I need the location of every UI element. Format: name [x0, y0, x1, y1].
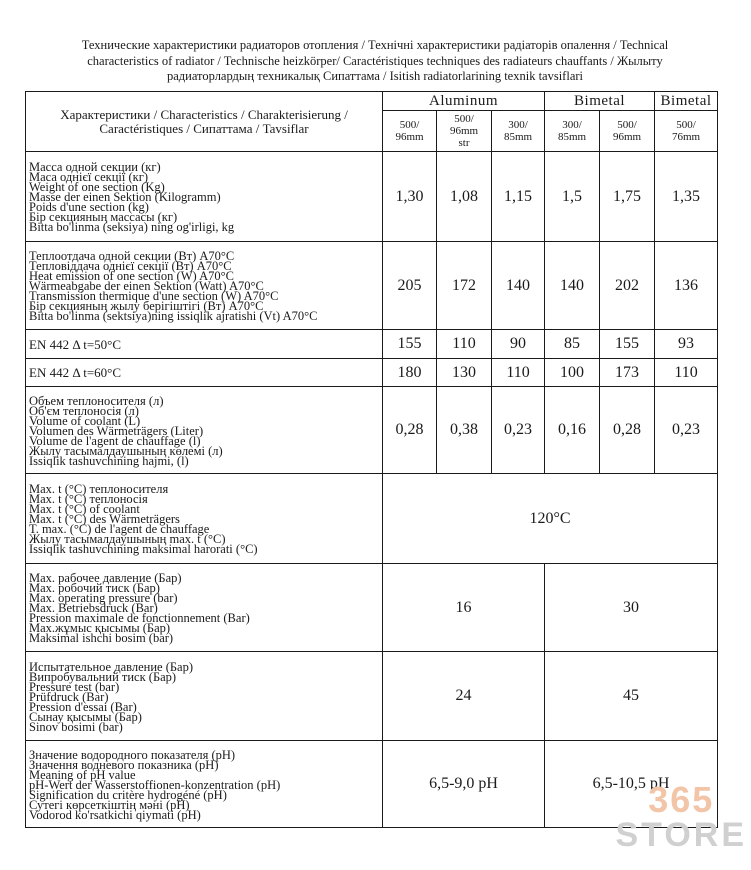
size-depth: 96mm — [449, 125, 479, 137]
value-cell: 0,28 — [600, 387, 655, 474]
title-line-3: радиаторлардың техникалық Сипаттама / Isitish radiatorlarining texnik tavsiflari — [166, 69, 583, 83]
value-cell: 155 — [600, 330, 655, 359]
size-variant: str — [458, 137, 470, 149]
size-header — [655, 111, 718, 152]
desc-line: pH-Wert der Wasserstoffionen-konzentration (pH) — [29, 777, 281, 792]
title-line-1: Технические характеристики радиаторов отопления / Технічні характеристики радіаторів опалення / Technical — [81, 38, 669, 52]
value-cell: 0,38 — [437, 387, 492, 474]
desc-line: Max. t (°C) теплоносія — [29, 492, 148, 506]
row-description — [26, 387, 383, 474]
size-height: 500/ — [454, 113, 474, 125]
desc-line: Prüfdruck (Bar) — [29, 689, 109, 704]
size-depth: 96mm — [612, 131, 642, 143]
desc-line: Значение водородного показателя (pH) — [29, 747, 236, 762]
row-en442-dt50 — [26, 330, 718, 359]
value-cell-bimetal: 6,5-10,5 pH — [545, 741, 718, 828]
desc-line: Pressure test (bar) — [29, 679, 120, 694]
size-header — [545, 111, 600, 152]
value-cell: 1,35 — [655, 152, 718, 242]
value-cell: 202 — [600, 242, 655, 330]
desc-line: Жылу тасымалдаушының max. t (°C) — [29, 532, 226, 546]
header-row-groups — [26, 92, 718, 111]
desc-line: Тепловіддача однієї секції (Вт) А70°С — [29, 259, 232, 273]
value-cell: 85 — [545, 330, 600, 359]
row-description: EN 442 Δ t=50°C — [26, 330, 383, 359]
desc-line: Bitta bo'linma (sektsiya)ning issiqlik ajratishi (Vt) A70°C — [29, 309, 318, 323]
value-cell: 1,30 — [383, 152, 437, 242]
desc-line: T. max. (°C) de l'agent de chauffage — [29, 522, 210, 536]
row-heat-emission — [26, 242, 718, 330]
characteristics-header: Характеристики / Characteristics / Charakterisierung / Caractéristiques / Сипаттама / Tavsiflar — [26, 92, 383, 152]
value-cell: 1,75 — [600, 152, 655, 242]
value-cell-bimetal: 45 — [545, 652, 718, 741]
value-cell-aluminum: 24 — [383, 652, 545, 741]
desc-line: Бір секцияның массасы (кг) — [29, 210, 178, 224]
size-depth: 85mm — [503, 131, 533, 143]
row-description — [26, 152, 383, 242]
value-cell: 140 — [545, 242, 600, 330]
desc-line: Max. t (°C) des Wärmeträgers — [29, 512, 180, 526]
value-cell: 172 — [437, 242, 492, 330]
group-header-bimetal: Bimetal — [545, 92, 655, 111]
desc-line: Max. t (°C) теплоносителя — [29, 482, 169, 496]
value-cell: 0,23 — [492, 387, 545, 474]
value-cell-bimetal: 30 — [545, 564, 718, 652]
size-depth: 96mm — [395, 131, 424, 143]
size-height: 500/ — [676, 119, 696, 131]
group-header-aluminum: Aluminum — [383, 92, 545, 111]
desc-line: Volumen des Wärmeträgers (Liter) — [29, 423, 204, 438]
desc-line: Сынау қысымы (Бар) — [29, 709, 142, 724]
desc-line: Сутегі көрсеткіштің мәні (pH) — [29, 797, 190, 812]
value-cell: 93 — [655, 330, 718, 359]
desc-line: Wärmeabgabe der einen Sektion (Watt) A70°C — [29, 279, 264, 293]
value-cell: 0,23 — [655, 387, 718, 474]
desc-line: Max. робочий тиск (Бар) — [29, 581, 160, 595]
value-cell: 110 — [492, 359, 545, 387]
desc-line: Значення водневого показника (pH) — [29, 757, 219, 772]
row-ph-value — [26, 741, 718, 828]
desc-line: Масса одной секции (кг) — [29, 160, 161, 174]
size-header — [492, 111, 545, 152]
size-height: 300/ — [508, 119, 528, 131]
size-header — [437, 111, 492, 152]
value-cell: 140 — [492, 242, 545, 330]
desc-line: Volume de l'agent de chauffage (l) — [29, 433, 201, 448]
desc-line: Pression d'essai (Bar) — [29, 699, 137, 714]
desc-line: Masse der einen Sektion (Kilogramm) — [29, 190, 221, 204]
desc-line: Bitta bo'linma (seksiya) ning og'irligi, kg — [29, 220, 235, 234]
row-description — [26, 652, 383, 741]
desc-line: Жылу тасымалдаушының көлемі (л) — [29, 443, 223, 458]
desc-line: Теплоотдача одной секции (Вт) А70°С — [29, 249, 235, 263]
desc-line: Signification du critère hydrogéné (pH) — [29, 787, 227, 802]
value-cell: 136 — [655, 242, 718, 330]
size-depth: 85mm — [557, 131, 587, 143]
row-description — [26, 564, 383, 652]
row-pressure-test — [26, 652, 718, 741]
specifications-table — [25, 91, 718, 828]
value-cell: 155 — [383, 330, 437, 359]
desc-line: Issiqlik tashuvchining hajmi, (l) — [29, 453, 189, 468]
value-cell-aluminum: 6,5-9,0 pH — [383, 741, 545, 828]
size-height: 500/ — [399, 119, 420, 131]
size-height: 300/ — [562, 119, 582, 131]
value-cell-merged: 120°C — [383, 474, 718, 564]
value-cell: 90 — [492, 330, 545, 359]
desc-line: Maksimal ishchi bosim (bar) — [29, 631, 174, 645]
desc-line: Weight of one section (Kg) — [29, 180, 165, 194]
row-max-temperature — [26, 474, 718, 564]
watermark-text: STORE — [615, 816, 747, 854]
desc-line: Poids d'une section (kg) — [29, 200, 149, 214]
value-cell: 1,5 — [545, 152, 600, 242]
desc-line: Transmission thermique d'une section (W) A70°C — [29, 289, 279, 303]
title-line-2: characteristics of radiator / Technische heizkörper/ Caractéristiques techniques des radiateurs chauffants / Жылыту — [87, 53, 663, 68]
value-cell: 100 — [545, 359, 600, 387]
value-cell: 180 — [383, 359, 437, 387]
desc-line: Объем теплоносителя (л) — [29, 393, 164, 408]
row-en442-dt60 — [26, 359, 718, 387]
desc-line: Max. Betriebsdruck (Bar) — [29, 601, 158, 615]
desc-line: Volume of coolant (L) — [29, 413, 141, 428]
value-cell: 110 — [655, 359, 718, 387]
desc-line: Vodorod ko'rsatkichi qiymati (pH) — [29, 807, 201, 822]
desc-line: Об'єм теплоносія (л) — [29, 403, 139, 418]
row-description — [26, 242, 383, 330]
value-cell: 0,16 — [545, 387, 600, 474]
desc-line: Бір секцияның жылу берігіштігі (Вт) А70°С — [29, 299, 264, 313]
watermark-number: 365 — [648, 779, 715, 820]
value-cell-aluminum: 16 — [383, 564, 545, 652]
row-description — [26, 741, 383, 828]
desc-line: Issiqlik tashuvchining maksimal harorati (°C) — [29, 542, 258, 556]
size-header — [600, 111, 655, 152]
desc-line: Heat emission of one section (W) A70°C — [29, 269, 234, 283]
size-height: 500/ — [617, 119, 637, 131]
desc-line: Max. operating pressure (bar) — [29, 591, 178, 605]
desc-line: Маса однієї секції (кг) — [29, 170, 149, 184]
desc-line: Max.жұмыс қысымы (Бар) — [29, 621, 171, 635]
value-cell: 1,08 — [437, 152, 492, 242]
value-cell: 173 — [600, 359, 655, 387]
desc-line: Max. t (°C) of coolant — [29, 502, 140, 516]
row-max-operating-pressure — [26, 564, 718, 652]
value-cell: 0,28 — [383, 387, 437, 474]
value-cell: 205 — [383, 242, 437, 330]
desc-line: Pression maximale de fonctionnement (Bar) — [29, 611, 250, 625]
desc-line: Meaning of pH value — [29, 767, 136, 782]
document-title — [30, 38, 720, 85]
row-description: EN 442 Δ t=60°C — [26, 359, 383, 387]
group-header-bimetal-2: Bimetal — [655, 92, 718, 111]
row-description — [26, 474, 383, 564]
desc-line: Испытательное давление (Бар) — [29, 659, 194, 674]
value-cell: 130 — [437, 359, 492, 387]
row-coolant-volume — [26, 387, 718, 474]
value-cell: 1,15 — [492, 152, 545, 242]
desc-line: Випробувальний тиск (Бар) — [29, 669, 177, 684]
value-cell: 110 — [437, 330, 492, 359]
size-depth: 76mm — [671, 131, 701, 143]
desc-line: Sinov bosimi (bar) — [29, 719, 123, 734]
desc-line: Max. рабочее давление (Бар) — [29, 571, 182, 585]
row-weight — [26, 152, 718, 242]
size-header — [383, 111, 437, 152]
